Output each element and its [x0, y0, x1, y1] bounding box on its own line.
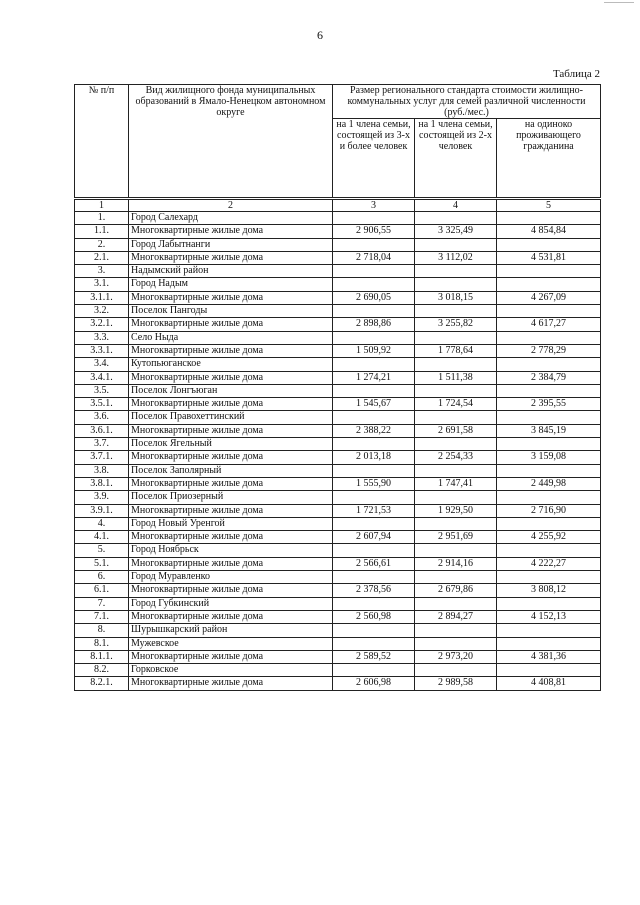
value-single: [497, 597, 601, 610]
row-number: 3.6.1.: [75, 424, 129, 437]
row-number: 6.1.: [75, 584, 129, 597]
value-two-person: 2 973,20: [415, 650, 497, 663]
value-three-plus: 2 388,22: [333, 424, 415, 437]
value-three-plus: 2 378,56: [333, 584, 415, 597]
row-number: 5.: [75, 544, 129, 557]
value-three-plus: [333, 491, 415, 504]
value-three-plus: 2 589,52: [333, 650, 415, 663]
value-three-plus: [333, 438, 415, 451]
value-two-person: 2 989,58: [415, 677, 497, 690]
row-number: 3.4.1.: [75, 371, 129, 384]
table-row: [75, 331, 601, 344]
value-single: [497, 491, 601, 504]
row-number: 3.2.1.: [75, 318, 129, 331]
value-single: 4 854,84: [497, 225, 601, 238]
value-two-person: 1 511,38: [415, 371, 497, 384]
value-three-plus: 2 013,18: [333, 451, 415, 464]
row-name: Многоквартирные жилые дома: [129, 531, 333, 544]
value-two-person: 2 914,16: [415, 557, 497, 570]
table-row: [75, 610, 601, 623]
row-name: Многоквартирные жилые дома: [129, 291, 333, 304]
value-two-person: [415, 278, 497, 291]
value-single: [497, 571, 601, 584]
value-two-person: 2 951,69: [415, 531, 497, 544]
value-two-person: 2 254,33: [415, 451, 497, 464]
table-row: [75, 650, 601, 663]
value-three-plus: 2 560,98: [333, 610, 415, 623]
row-number: 2.1.: [75, 251, 129, 264]
value-two-person: 3 325,49: [415, 225, 497, 238]
table-row: [75, 637, 601, 650]
row-name: Город Губкинский: [129, 597, 333, 610]
value-three-plus: 2 718,04: [333, 251, 415, 264]
value-two-person: 3 255,82: [415, 318, 497, 331]
value-three-plus: [333, 384, 415, 397]
value-three-plus: 1 509,92: [333, 344, 415, 357]
value-single: 4 381,36: [497, 650, 601, 663]
value-three-plus: [333, 464, 415, 477]
value-three-plus: 1 721,53: [333, 504, 415, 517]
value-three-plus: 2 898,86: [333, 318, 415, 331]
row-name: Город Новый Уренгой: [129, 517, 333, 530]
row-number: 1.: [75, 212, 129, 225]
value-single: [497, 637, 601, 650]
header-number: № п/п: [75, 85, 129, 199]
table-row: [75, 318, 601, 331]
value-single: [497, 331, 601, 344]
row-number: 3.9.1.: [75, 504, 129, 517]
index-cell: 4: [415, 199, 497, 212]
value-single: [497, 664, 601, 677]
row-number: 3.1.: [75, 278, 129, 291]
row-name: Поселок Приозерный: [129, 491, 333, 504]
value-single: [497, 411, 601, 424]
row-number: 5.1.: [75, 557, 129, 570]
value-three-plus: [333, 517, 415, 530]
table-row: [75, 677, 601, 690]
table-row: [75, 557, 601, 570]
row-number: 8.2.: [75, 664, 129, 677]
value-two-person: [415, 491, 497, 504]
header-three-plus: на 1 члена семьи, состоящей из 3-х и более человек: [333, 119, 415, 199]
value-single: [497, 544, 601, 557]
table-row: [75, 238, 601, 251]
table-row: [75, 584, 601, 597]
value-two-person: [415, 384, 497, 397]
table-row: [75, 477, 601, 490]
table-row: [75, 664, 601, 677]
value-single: 2 449,98: [497, 477, 601, 490]
value-single: 3 159,08: [497, 451, 601, 464]
row-number: 2.: [75, 238, 129, 251]
table-body: [75, 199, 601, 691]
table-row: [75, 411, 601, 424]
value-two-person: 2 894,27: [415, 610, 497, 623]
row-name: Поселок Правохеттинский: [129, 411, 333, 424]
row-name: Многоквартирные жилые дома: [129, 477, 333, 490]
value-three-plus: [333, 597, 415, 610]
row-number: 3.5.1.: [75, 398, 129, 411]
value-two-person: [415, 265, 497, 278]
row-number: 3.7.1.: [75, 451, 129, 464]
row-number: 3.1.1.: [75, 291, 129, 304]
value-three-plus: 2 606,98: [333, 677, 415, 690]
page-number: 6: [317, 28, 323, 42]
row-name: Город Лабытнанги: [129, 238, 333, 251]
row-number: 4.1.: [75, 531, 129, 544]
value-two-person: [415, 411, 497, 424]
row-name: Многоквартирные жилые дома: [129, 451, 333, 464]
index-cell: 1: [75, 199, 129, 212]
row-number: 3.7.: [75, 438, 129, 451]
value-single: [497, 238, 601, 251]
row-name: Надымский район: [129, 265, 333, 278]
row-name: Город Ноябрьск: [129, 544, 333, 557]
value-single: [497, 384, 601, 397]
value-three-plus: 2 906,55: [333, 225, 415, 238]
value-three-plus: [333, 624, 415, 637]
table-row: [75, 624, 601, 637]
table-caption: Таблица 2: [552, 68, 600, 80]
row-number: 8.: [75, 624, 129, 637]
value-single: 4 617,27: [497, 318, 601, 331]
row-number: 3.3.: [75, 331, 129, 344]
table-row: [75, 265, 601, 278]
value-two-person: 2 679,86: [415, 584, 497, 597]
value-two-person: 3 112,02: [415, 251, 497, 264]
header-standard-size: Размер регионального стандарта стоимости жилищно-коммунальных услуг для семей различной численности (руб./мес.): [333, 85, 601, 119]
value-two-person: 2 691,58: [415, 424, 497, 437]
row-name: Многоквартирные жилые дома: [129, 584, 333, 597]
table-row: [75, 424, 601, 437]
row-number: 8.1.1.: [75, 650, 129, 663]
value-two-person: 3 018,15: [415, 291, 497, 304]
value-two-person: [415, 305, 497, 318]
value-single: [497, 278, 601, 291]
row-name: Многоквартирные жилые дома: [129, 504, 333, 517]
row-name: Многоквартирные жилые дома: [129, 650, 333, 663]
value-single: 4 267,09: [497, 291, 601, 304]
row-number: 3.8.: [75, 464, 129, 477]
table-row: [75, 438, 601, 451]
row-number: 4.: [75, 517, 129, 530]
row-name: Многоквартирные жилые дома: [129, 677, 333, 690]
value-single: [497, 464, 601, 477]
table-row: [75, 358, 601, 371]
value-two-person: [415, 358, 497, 371]
value-two-person: [415, 624, 497, 637]
header-single: на одиноко проживающего гражданина: [497, 119, 601, 199]
value-single: [497, 358, 601, 371]
value-three-plus: 1 274,21: [333, 371, 415, 384]
row-name: Мужевское: [129, 637, 333, 650]
row-number: 3.6.: [75, 411, 129, 424]
table-row: [75, 384, 601, 397]
row-name: Поселок Ягельный: [129, 438, 333, 451]
row-name: Город Надым: [129, 278, 333, 291]
value-two-person: [415, 571, 497, 584]
value-two-person: [415, 517, 497, 530]
value-two-person: [415, 544, 497, 557]
row-number: 8.2.1.: [75, 677, 129, 690]
value-single: [497, 305, 601, 318]
table-row: [75, 344, 601, 357]
row-number: 8.1.: [75, 637, 129, 650]
row-name: Многоквартирные жилые дома: [129, 344, 333, 357]
value-single: [497, 624, 601, 637]
value-three-plus: 2 607,94: [333, 531, 415, 544]
value-three-plus: [333, 571, 415, 584]
row-name: Поселок Заполярный: [129, 464, 333, 477]
value-single: 4 152,13: [497, 610, 601, 623]
table-row: [75, 517, 601, 530]
value-two-person: [415, 331, 497, 344]
row-name: Поселок Лонгъюган: [129, 384, 333, 397]
row-number: 7.: [75, 597, 129, 610]
row-name: Многоквартирные жилые дома: [129, 251, 333, 264]
value-three-plus: [333, 278, 415, 291]
row-name: Горковское: [129, 664, 333, 677]
value-two-person: 1 929,50: [415, 504, 497, 517]
value-three-plus: 1 545,67: [333, 398, 415, 411]
value-two-person: [415, 637, 497, 650]
value-single: 3 845,19: [497, 424, 601, 437]
row-name: Поселок Пангоды: [129, 305, 333, 318]
row-name: Город Муравленко: [129, 571, 333, 584]
table-row: [75, 451, 601, 464]
row-number: 3.5.: [75, 384, 129, 397]
row-number: 3.8.1.: [75, 477, 129, 490]
row-number: 3.3.1.: [75, 344, 129, 357]
value-three-plus: 2 566,61: [333, 557, 415, 570]
value-single: [497, 517, 601, 530]
row-name: Многоквартирные жилые дома: [129, 225, 333, 238]
value-two-person: [415, 438, 497, 451]
value-single: [497, 265, 601, 278]
scan-mark: [604, 2, 634, 3]
row-number: 3.9.: [75, 491, 129, 504]
row-number: 6.: [75, 571, 129, 584]
header-two-person: на 1 члена семьи, состоящей из 2-х человек: [415, 119, 497, 199]
standard-cost-table: [74, 84, 601, 691]
table-row: [75, 291, 601, 304]
row-name: Многоквартирные жилые дома: [129, 610, 333, 623]
table-row: [75, 531, 601, 544]
value-three-plus: [333, 664, 415, 677]
index-cell: 3: [333, 199, 415, 212]
value-single: 2 716,90: [497, 504, 601, 517]
table-row: [75, 371, 601, 384]
value-single: 3 808,12: [497, 584, 601, 597]
table-row: [75, 251, 601, 264]
table-row: [75, 212, 601, 225]
value-three-plus: [333, 265, 415, 278]
value-two-person: [415, 597, 497, 610]
table-row: [75, 305, 601, 318]
value-three-plus: 1 555,90: [333, 477, 415, 490]
value-three-plus: [333, 238, 415, 251]
row-number: 1.1.: [75, 225, 129, 238]
value-single: 4 408,81: [497, 677, 601, 690]
row-number: 7.1.: [75, 610, 129, 623]
row-number: 3.: [75, 265, 129, 278]
value-two-person: 1 724,54: [415, 398, 497, 411]
table-row: [75, 464, 601, 477]
value-three-plus: [333, 331, 415, 344]
row-name: Многоквартирные жилые дома: [129, 398, 333, 411]
row-name: Многоквартирные жилые дома: [129, 371, 333, 384]
value-single: 4 222,27: [497, 557, 601, 570]
value-two-person: [415, 212, 497, 225]
value-single: 2 778,29: [497, 344, 601, 357]
value-two-person: [415, 464, 497, 477]
row-name: Многоквартирные жилые дома: [129, 318, 333, 331]
value-two-person: 1 747,41: [415, 477, 497, 490]
index-cell: 2: [129, 199, 333, 212]
value-three-plus: [333, 212, 415, 225]
header-housing-type: Вид жилищного фонда муниципальных образований в Ямало-Ненецком автономном округе: [129, 85, 333, 199]
value-single: [497, 212, 601, 225]
value-single: 2 395,55: [497, 398, 601, 411]
row-number: 3.2.: [75, 305, 129, 318]
value-three-plus: [333, 358, 415, 371]
value-two-person: [415, 664, 497, 677]
table-row: [75, 278, 601, 291]
value-three-plus: [333, 411, 415, 424]
table-row: [75, 398, 601, 411]
index-cell: 5: [497, 199, 601, 212]
row-name: Шурышкарский район: [129, 624, 333, 637]
row-name: Село Ныда: [129, 331, 333, 344]
table-row: [75, 544, 601, 557]
value-single: 4 531,81: [497, 251, 601, 264]
value-single: 4 255,92: [497, 531, 601, 544]
table-row: [75, 571, 601, 584]
value-three-plus: [333, 637, 415, 650]
row-name: Город Салехард: [129, 212, 333, 225]
table-row: [75, 504, 601, 517]
value-single: [497, 438, 601, 451]
column-index-row: [75, 199, 601, 212]
table-row: [75, 491, 601, 504]
value-three-plus: [333, 544, 415, 557]
table-row: [75, 225, 601, 238]
value-three-plus: 2 690,05: [333, 291, 415, 304]
row-name: Кутопьюганское: [129, 358, 333, 371]
table-row: [75, 597, 601, 610]
value-two-person: 1 778,64: [415, 344, 497, 357]
value-two-person: [415, 238, 497, 251]
row-name: Многоквартирные жилые дома: [129, 424, 333, 437]
value-single: 2 384,79: [497, 371, 601, 384]
row-number: 3.4.: [75, 358, 129, 371]
value-three-plus: [333, 305, 415, 318]
row-name: Многоквартирные жилые дома: [129, 557, 333, 570]
